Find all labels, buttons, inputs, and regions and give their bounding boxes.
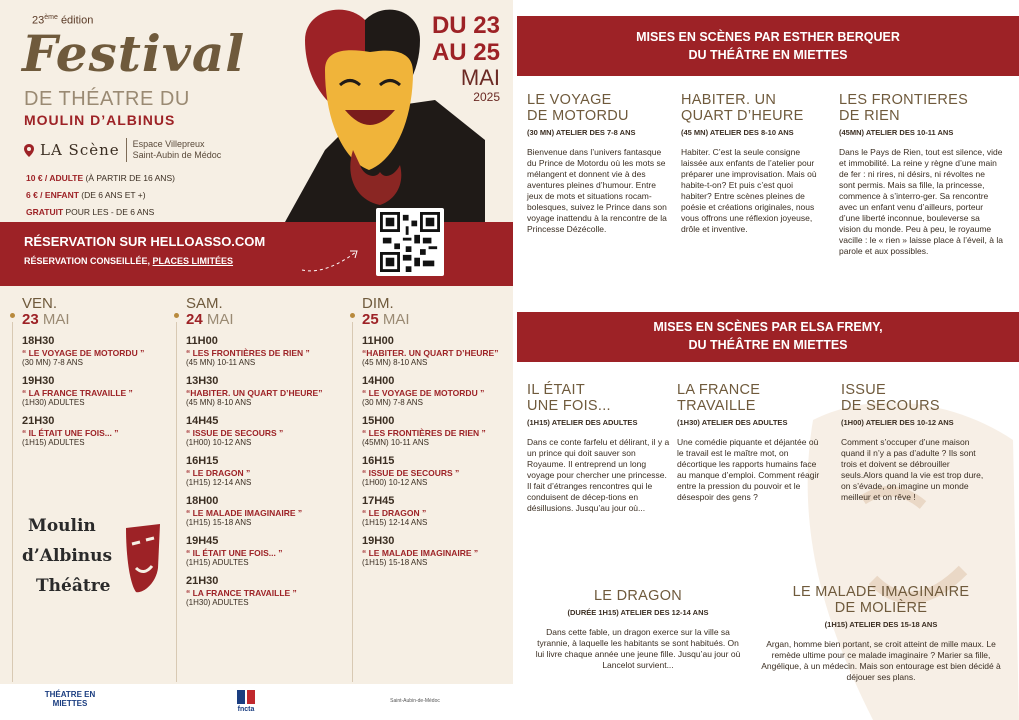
show-la-france-travaille: LA FRANCE TRAVAILLE (1H30) ATELIER DES ADULTES Une comédie piquante et déjantée où le travail est le maître mot, on décortique les rapports humains face au manque d’emploi. Comment réagir entre la pression du pouvoir et le désespoir des gens ? (677, 382, 820, 502)
day-friday (10, 296, 170, 448)
show-il-etait-une-fois: IL ÉTAIT UNE FOIS... (1H15) ATELIER DES ADULTES Dans ce conte farfelu et délirant, il y a un prince qui doit sauver son Royaume. Il entreprend un long voyage pour chercher une princesse. Il fait d’étranges rencontres qui le conduisent de décep-tions en désillusions. Jusqu’au jour où... (527, 382, 670, 513)
day-timeline (352, 322, 353, 682)
price-adult: 10 € / ADULTE (À PARTIR DE 16 ANS) (26, 173, 175, 183)
fncta-icon (237, 690, 255, 704)
show-motordu: LE VOYAGE DE MOTORDU (30 MN) ATELIER DES 7-8 ANS Bienvenue dans l’univers fantasque du Prince de Motordu où les mots se mélangent et donnent vie à des aventures pleines d’humour. Entre jeux de mots et situations rocam-bolesques, suivez le Prince dans son voyage inattendu à la rencontre de la Princesse Dézécolle. (527, 92, 667, 234)
schedule-slot: 19H30 “ LA FRANCE TRAVAILLE ” (1H30) ADULTES (22, 375, 133, 407)
date-year: 2025 (473, 90, 500, 104)
day-marker (174, 313, 179, 318)
day-timeline (12, 322, 13, 682)
date-month: MAI (460, 65, 500, 90)
date-from: DU 23 (431, 12, 500, 39)
show-frontieres: LES FRONTIERES DE RIEN (45MN) ATELIER DES 10-11 ANS Dans le Pays de Rien, tout est silence, vide et immobilité. La reine y règne d’une main de fer : ni rires, ni désirs, ni révoltes ne sont permis. Mais sa fille, la princesse, commence à s’interro-ger. Sa rencontre avec un enfant venu d’ailleurs, porteur d’une liberté inconnue, bouleverse sa vision du monde. Peu à peu, le royaume vacille : le « rien » laisse place à l’éveil, à la parole et aux possibles. (839, 92, 1003, 256)
day-marker (350, 313, 355, 318)
schedule-slot: 21H30 “ IL ÉTAIT UNE FOIS... ” (1H15) ADULTES (22, 415, 119, 447)
shows-panel (513, 0, 1019, 720)
scene-name: LA Scène (40, 141, 120, 159)
location-pin-icon (24, 144, 34, 157)
schedule-slot: 16H15 “ ISSUE DE SECOURS ” (1H00) 10-12 ANS (362, 455, 460, 487)
venue-address: Espace Villepreux Saint-Aubin de Médoc (132, 139, 222, 160)
dashed-arrow-icon (300, 246, 362, 276)
moulin-subtitle: MOULIN D’ALBINUS (24, 112, 176, 128)
logo-fncta: fncta (226, 690, 266, 713)
moulin-theatre-logo: Moulin d’Albinus Théâtre (22, 508, 162, 608)
mask-logo-icon (122, 518, 164, 598)
show-le-malade-imaginaire: LE MALADE IMAGINAIRE DE MOLIÈRE (1H15) ATELIER DES 15-18 ANS Argan, homme bien portant, se croit atteint de mille maux. Le remède ultime pour ce malade imaginaire ? Marier sa fille, Angélique, à un médecin. Mais son entourage est bien décidé à déjouer ses plans. (761, 584, 1001, 682)
price-free: GRATUIT POUR LES - DE 6 ANS (26, 207, 155, 217)
qr-code[interactable] (376, 208, 444, 276)
schedule-slot: 19H45 “ IL ÉTAIT UNE FOIS... ” (1H15) ADULTES (186, 535, 283, 567)
day-heading: VEN. 23 MAI (22, 295, 70, 328)
esther-band: MISES EN SCÈNES PAR ESTHER BERQUER DU THÉÂTRE EN MIETTES (517, 16, 1019, 76)
partner-logos (0, 684, 513, 720)
festival-title: Festival (22, 24, 246, 83)
program-schedule (10, 296, 510, 686)
qr-code-icon (380, 212, 440, 272)
schedule-slot: 17H45 “ LE DRAGON ” (1H15) 12-14 ANS (362, 495, 428, 527)
venue-row (24, 138, 221, 162)
venue-divider (126, 138, 127, 162)
day-sunday (350, 296, 510, 568)
schedule-slot: 18H30 “ LE VOYAGE DE MOTORDU ” (30 MN) 7-8 ANS (22, 335, 145, 367)
price-list (26, 170, 175, 221)
schedule-slot: 11H00 “HABITER. UN QUART D’HEURE” (45 MN) 8-10 ANS (362, 335, 499, 367)
logo-saint-aubin: Saint-Aubin-de-Médoc (390, 698, 440, 704)
schedule-slot: 14H00 “ LE VOYAGE DE MOTORDU ” (30 MN) 7-8 ANS (362, 375, 485, 407)
elsa-band: MISES EN SCÈNES PAR ELSA FREMY, DU THÉÂTRE EN MIETTES (517, 312, 1019, 362)
day-heading: DIM. 25 MAI (362, 295, 410, 328)
festival-dates (408, 12, 500, 104)
schedule-slot: 19H30 “ LE MALADE IMAGINAIRE ” (1H15) 15-18 ANS (362, 535, 479, 567)
festival-header (0, 0, 513, 222)
schedule-slot: 13H30 “HABITER. UN QUART D’HEURE” (45 MN) 8-10 ANS (186, 375, 323, 407)
edition-label: 23ème édition (32, 14, 94, 27)
day-marker (10, 313, 15, 318)
schedule-slot: 16H15 “ LE DRAGON ” (1H15) 12-14 ANS (186, 455, 252, 487)
schedule-slot: 15H00 “ LES FRONTIÈRES DE RIEN ” (45MN) 10-11 ANS (362, 415, 486, 447)
date-to: AU 25 (431, 39, 500, 66)
price-child: 6 € / ENFANT (DE 6 ANS ET +) (26, 190, 146, 200)
reservation-link[interactable]: RÉSERVATION SUR HELLOASSO.COM (24, 234, 266, 249)
reservation-note: RÉSERVATION CONSEILLÉE, PLACES LIMITÉES (24, 256, 234, 266)
theatre-subtitle: DE THÉATRE DU (24, 88, 190, 110)
logo-theatre-en-miettes: THÉATRE EN MIETTES (44, 690, 96, 708)
show-le-dragon: LE DRAGON (DURÉE 1H15) ATELIER DES 12-14 ANS Dans cette fable, un dragon exerce sur la ville sa tyrannie, à laquelle les habitants se sont habitués. On lui livre chaque année une jeune fille. Jusqu’au jour où Lancelot survient... (535, 588, 741, 670)
schedule-slot: 14H45 “ ISSUE DE SECOURS ” (1H00) 10-12 ANS (186, 415, 284, 447)
show-habiter: HABITER. UN QUART D’HEURE (45 MN) ATELIER DES 8-10 ANS Habiter. C’est la seule consigne laissée aux enfants de l’atelier pour préparer une improvisation. Mais où habite-t-on? Et puis c’est quoi habiter? Entre scènes pleines de poésie et créations originales, nous vous offrons une réflexion joyeuse, drôle et inventive. (681, 92, 817, 234)
day-heading: SAM. 24 MAI (186, 295, 234, 328)
schedule-slot: 21H30 “ LA FRANCE TRAVAILLE ” (1H30) ADULTES (186, 575, 297, 607)
show-issue-de-secours: ISSUE DE SECOURS (1H00) ATELIER DES 10-12 ANS Comment s’occuper d’une maison quand il n’y a pas d’adulte ? Ils sont trois et doivent se débrouiller seuls.Alors quand la vie est trop dure, on s’évade, on imagine un monde meilleur et on rêve ! (841, 382, 984, 502)
day-timeline (176, 322, 177, 682)
schedule-slot: 11H00 “ LES FRONTIÈRES DE RIEN ” (45 MN) 10-11 ANS (186, 335, 310, 367)
day-saturday (174, 296, 344, 608)
schedule-slot: 18H00 “ LE MALADE IMAGINAIRE ” (1H15) 15-18 ANS (186, 495, 303, 527)
